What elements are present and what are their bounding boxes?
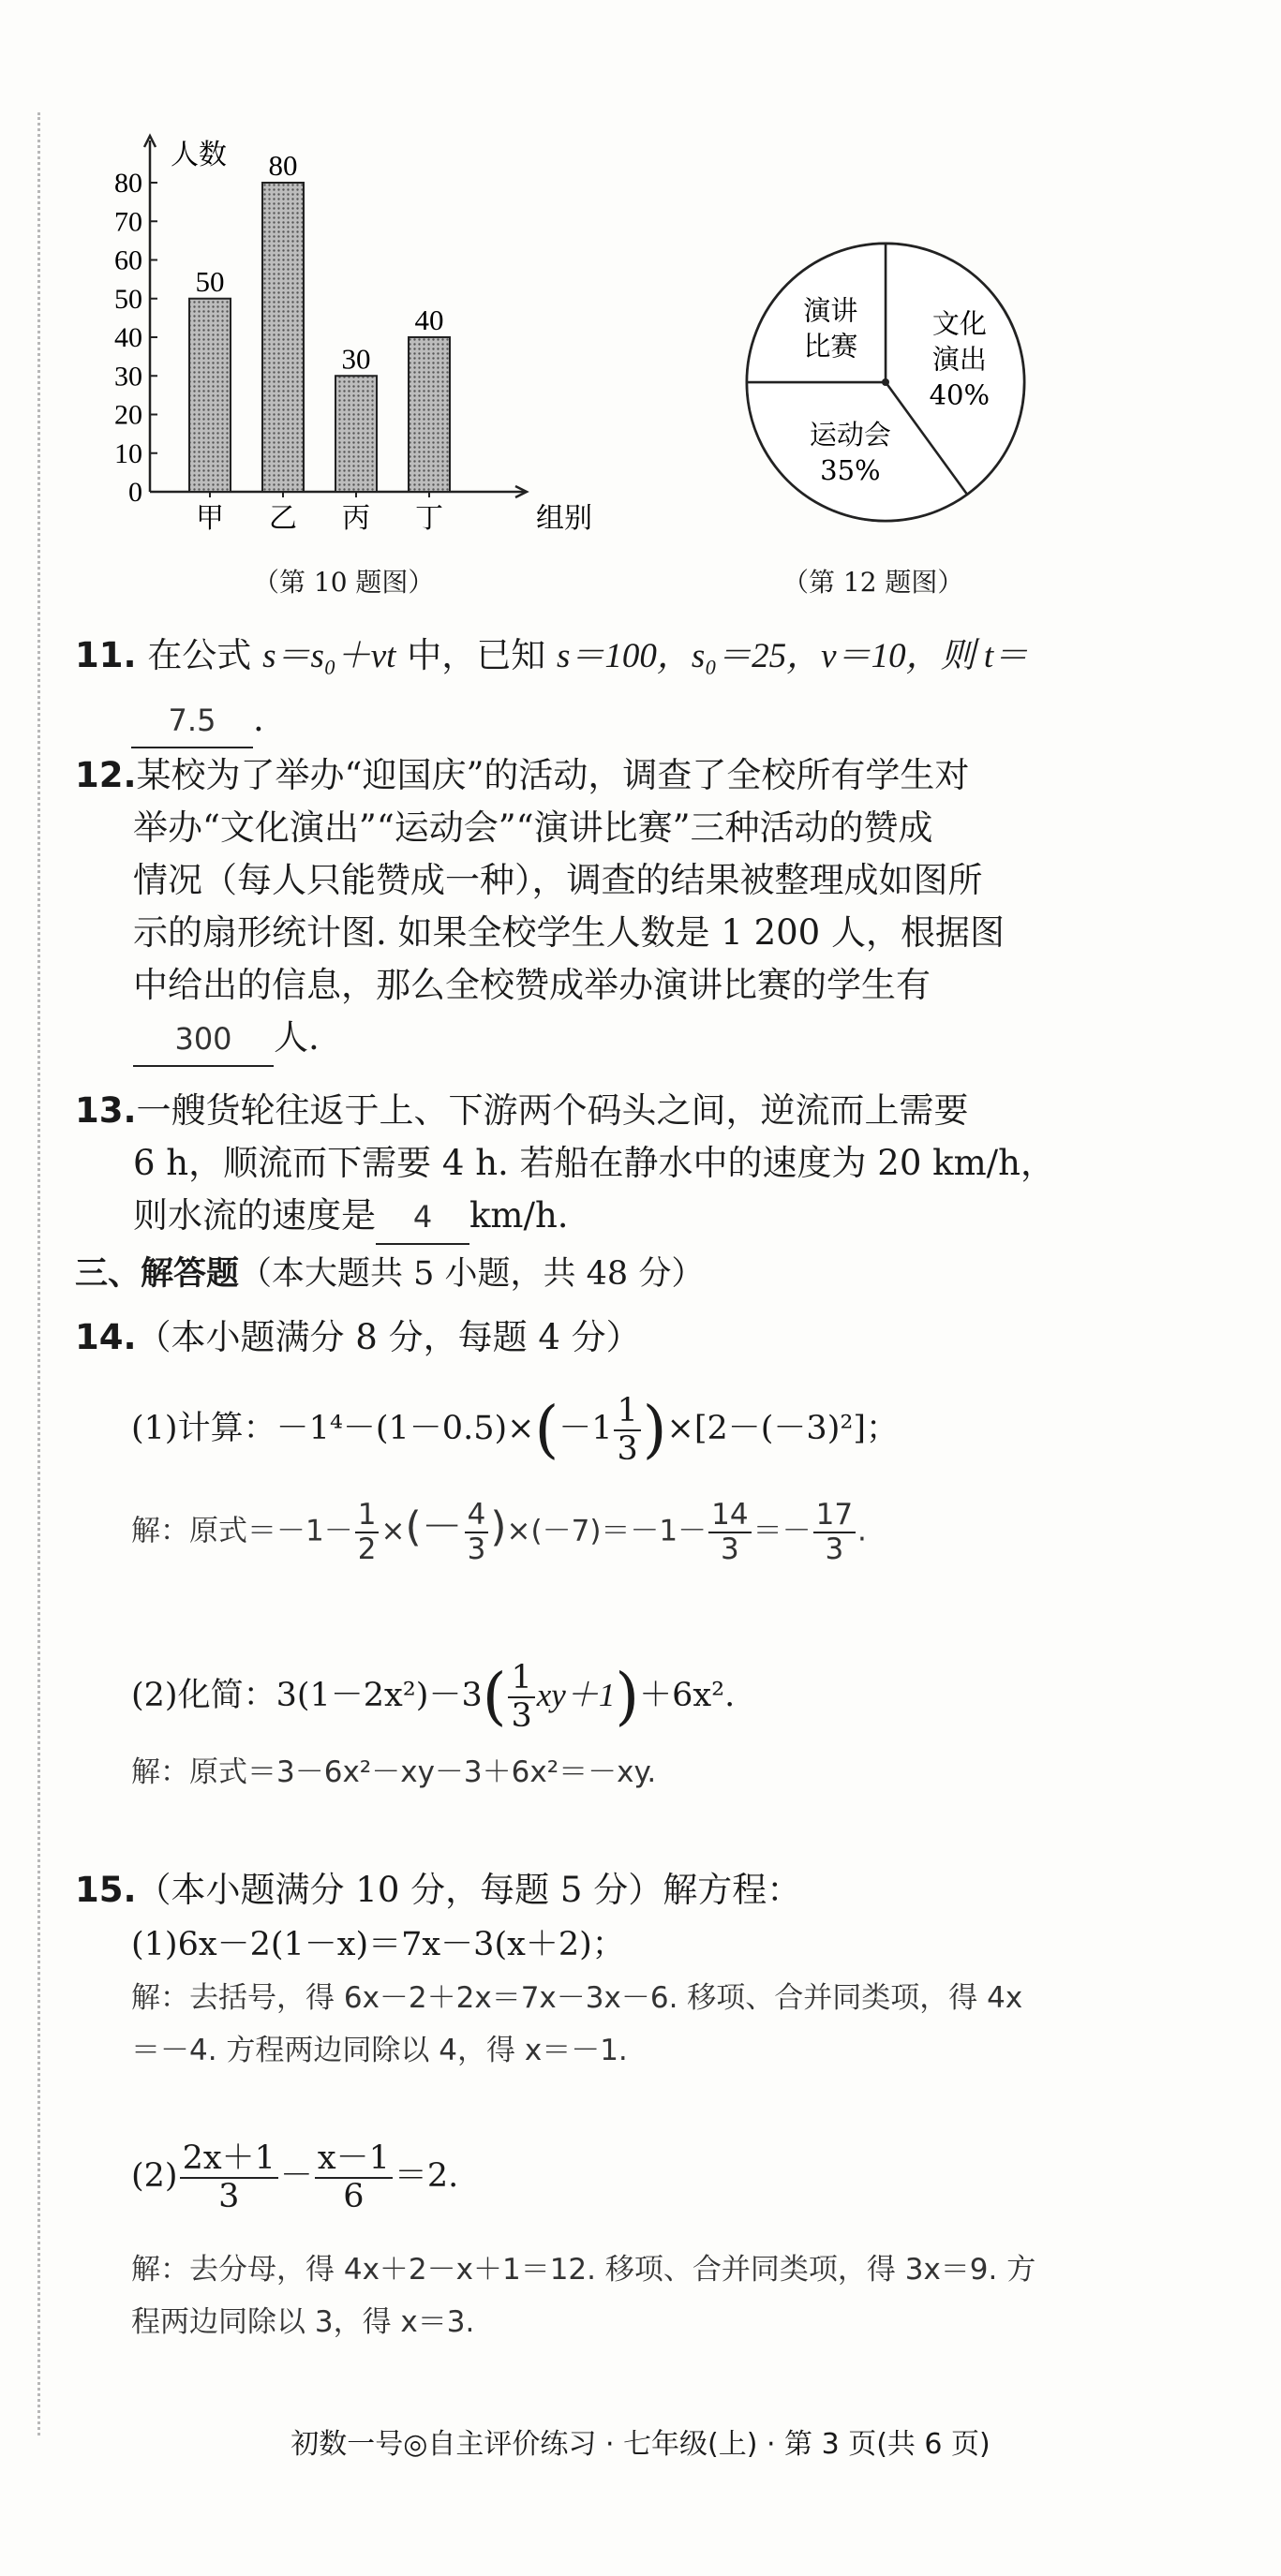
y-tick-label: 40 bbox=[114, 322, 142, 353]
sol-text: 解：原式＝3－6x²－xy－3＋6x²＝－xy. bbox=[131, 1755, 657, 1789]
question-number: 13. bbox=[75, 1090, 137, 1131]
q12-line: 某校为了举办“迎国庆”的活动，调查了全校所有学生对 bbox=[136, 755, 970, 795]
question-11 bbox=[75, 629, 1028, 683]
q13-end: km/h. bbox=[469, 1195, 569, 1236]
right-paren: ) bbox=[642, 1393, 667, 1466]
q11-text-b: 中，已知 bbox=[407, 635, 546, 675]
sol-text: 解：原式＝－1－ bbox=[131, 1514, 353, 1548]
q12-line: 中给出的信息，那么全校赞成举办演讲比赛的学生有 bbox=[133, 965, 931, 1005]
slice-value-label: 40% bbox=[929, 378, 991, 411]
mixed-number-whole: －1 bbox=[559, 1410, 613, 1447]
pie-chart bbox=[731, 234, 1040, 543]
binding-margin-line bbox=[37, 112, 40, 2435]
slice-label: 演出 bbox=[931, 343, 987, 376]
x-tick-label: 乙 bbox=[269, 502, 297, 535]
answer-blank: 7.5 bbox=[131, 694, 253, 748]
fraction: $\frac{17}{3}$ bbox=[813, 1501, 856, 1564]
bar-chart bbox=[84, 126, 609, 539]
q15-p2-prefix: (2) bbox=[131, 2157, 178, 2195]
page-footer: 初数一号◎自主评价练习 · 七年级(上) · 第 3 页(共 6 页) bbox=[290, 2428, 991, 2461]
section-note: （本大题共 5 小题，共 48 分） bbox=[239, 1255, 705, 1293]
bar bbox=[262, 183, 304, 492]
question-15-head bbox=[75, 1864, 801, 1917]
q12-line: 情况（每人只能赞成一种），调查的结果被整理成如图所 bbox=[133, 860, 983, 900]
fraction: $\frac{1}{2}$ bbox=[355, 1501, 380, 1564]
x-axis-label: 组别 bbox=[536, 502, 592, 535]
sol-line: 解：去括号，得 6x－2＋2x＝7x－3x－6. 移项、合并同类项，得 4x bbox=[131, 1981, 1023, 2015]
right-paren: ) bbox=[490, 1503, 507, 1551]
q14-p1-prefix: (1)计算： bbox=[131, 1410, 276, 1447]
y-tick-label: 60 bbox=[114, 244, 142, 276]
slice-label: 运动会 bbox=[809, 418, 891, 451]
sol-text: ×(－7)＝－1－ bbox=[506, 1514, 708, 1548]
question-11-answer-line bbox=[131, 693, 264, 748]
x-tick-label: 丙 bbox=[342, 502, 370, 535]
data-label: 50 bbox=[195, 264, 225, 298]
q15-p1: (1)6x－2(1－x)＝7x－3(x＋2)； bbox=[131, 1926, 625, 1963]
pie-center bbox=[882, 378, 889, 386]
bar bbox=[189, 299, 231, 492]
question-number: 11. bbox=[75, 635, 137, 675]
q15-solution2 bbox=[131, 2243, 1035, 2348]
left-paren: ( bbox=[482, 1660, 507, 1733]
y-tick-label: 50 bbox=[114, 283, 142, 315]
question-12 bbox=[75, 749, 1005, 1067]
slice-label: 演讲 bbox=[803, 294, 858, 327]
y-tick-label: 20 bbox=[114, 399, 142, 431]
section-3-heading bbox=[75, 1248, 704, 1300]
y-tick-label: 0 bbox=[128, 477, 142, 508]
q12-line: 示的扇形统计图. 如果全校学生人数是 1 200 人，根据图 bbox=[133, 912, 1005, 953]
q12-line: 举办“文化演出”“运动会”“演讲比赛”三种活动的赞成 bbox=[133, 807, 933, 848]
y-tick-label: 80 bbox=[114, 168, 142, 199]
fraction: $\frac{1}{3}$ bbox=[614, 1395, 640, 1466]
q11-formula: s＝s₀＋vt bbox=[262, 637, 396, 675]
sol-line: 解：去分母，得 4x＋2－x＋1＝12. 移项、合并同类项，得 3x＝9. 方 bbox=[131, 2253, 1036, 2287]
q13-line: 一艘货轮往返于上、下游两个码头之间，逆流而上需要 bbox=[136, 1090, 969, 1131]
fraction: $\frac{14}{3}$ bbox=[708, 1501, 751, 1564]
fraction: $\frac{2x+1}{3}$ bbox=[180, 2142, 278, 2213]
question-number: 14. bbox=[75, 1317, 137, 1357]
data-label: 80 bbox=[268, 149, 298, 182]
q13-line: 6 h，顺流而下需要 4 h. 若船在静水中的速度为 20 km/h， bbox=[133, 1143, 1055, 1183]
q15-solution1 bbox=[131, 1972, 1022, 2077]
q14-p2-expr: 3(1－2x²)－3 bbox=[276, 1677, 483, 1714]
q12-end: 人. bbox=[274, 1017, 320, 1058]
x-tick-label: 丁 bbox=[415, 502, 443, 535]
slice-label: 文化 bbox=[931, 307, 987, 340]
bar bbox=[409, 337, 450, 492]
q14-p1-expr: －1⁴－(1－0.5)× bbox=[276, 1410, 535, 1447]
minus-sign: － bbox=[279, 2157, 313, 2195]
q14-solution1 bbox=[131, 1498, 867, 1566]
q15-head: （本小题满分 10 分，每题 5 分）解方程： bbox=[136, 1870, 802, 1910]
q15-part1 bbox=[131, 1918, 625, 1971]
y-axis-label: 人数 bbox=[171, 139, 227, 171]
data-label: 40 bbox=[414, 303, 444, 336]
answer-blank: 4 bbox=[376, 1191, 469, 1245]
data-label: 30 bbox=[341, 342, 371, 376]
fraction: $\frac{x-1}{6}$ bbox=[315, 2142, 393, 2213]
right-paren: ) bbox=[615, 1660, 640, 1733]
sol-line: ＝－4. 方程两边同除以 4，得 x＝－1. bbox=[131, 2034, 628, 2067]
q11-end: . bbox=[253, 699, 264, 739]
q15-p2-end: ＝2. bbox=[394, 2157, 459, 2195]
left-paren: (－ bbox=[405, 1503, 463, 1551]
x-tick-label: 甲 bbox=[196, 502, 224, 535]
answer-blank: 300 bbox=[133, 1013, 274, 1067]
q14-solution2 bbox=[131, 1750, 656, 1795]
y-tick-label: 10 bbox=[114, 437, 142, 469]
question-13 bbox=[75, 1085, 1055, 1245]
fraction: $\frac{4}{3}$ bbox=[465, 1501, 489, 1564]
q14-p1-expr-b: ×[2－(－3)²]； bbox=[666, 1410, 900, 1447]
q14-p2-expr-c: ＋6x². bbox=[639, 1677, 736, 1714]
bar-chart-caption: （第 10 题图） bbox=[253, 567, 435, 598]
q11-given: s＝100，s₀＝25，v＝10，则 t＝ bbox=[556, 637, 1029, 675]
q14-p2-prefix: (2)化简： bbox=[131, 1677, 276, 1714]
q14-p2-expr-b: xy＋1 bbox=[536, 1677, 616, 1713]
sol-text: ＝－ bbox=[752, 1514, 812, 1548]
q15-part2 bbox=[131, 2134, 458, 2218]
fraction: $\frac{1}{3}$ bbox=[508, 1662, 534, 1733]
question-number: 12. bbox=[75, 755, 137, 795]
q13-line3: 则水流的速度是 bbox=[133, 1195, 376, 1236]
left-paren: ( bbox=[534, 1393, 559, 1466]
bar bbox=[335, 376, 377, 492]
y-tick-label: 30 bbox=[114, 361, 142, 392]
section-title: 三、解答题 bbox=[75, 1254, 240, 1293]
q14-part2 bbox=[131, 1653, 735, 1740]
y-tick-label: 70 bbox=[114, 206, 142, 238]
slice-label: 比赛 bbox=[803, 330, 858, 363]
sol-text: . bbox=[857, 1514, 867, 1548]
question-14-head bbox=[75, 1311, 641, 1364]
question-number: 15. bbox=[75, 1870, 137, 1910]
q11-text-a: 在公式 bbox=[147, 635, 252, 675]
q14-part1 bbox=[131, 1386, 899, 1473]
sol-text: × bbox=[380, 1514, 406, 1548]
q14-head: （本小题满分 8 分，每题 4 分） bbox=[136, 1317, 641, 1357]
slice-value-label: 35% bbox=[820, 453, 881, 486]
pie-chart-caption: （第 12 题图） bbox=[782, 567, 964, 598]
sol-line: 程两边同除以 3，得 x＝3. bbox=[131, 2305, 475, 2339]
